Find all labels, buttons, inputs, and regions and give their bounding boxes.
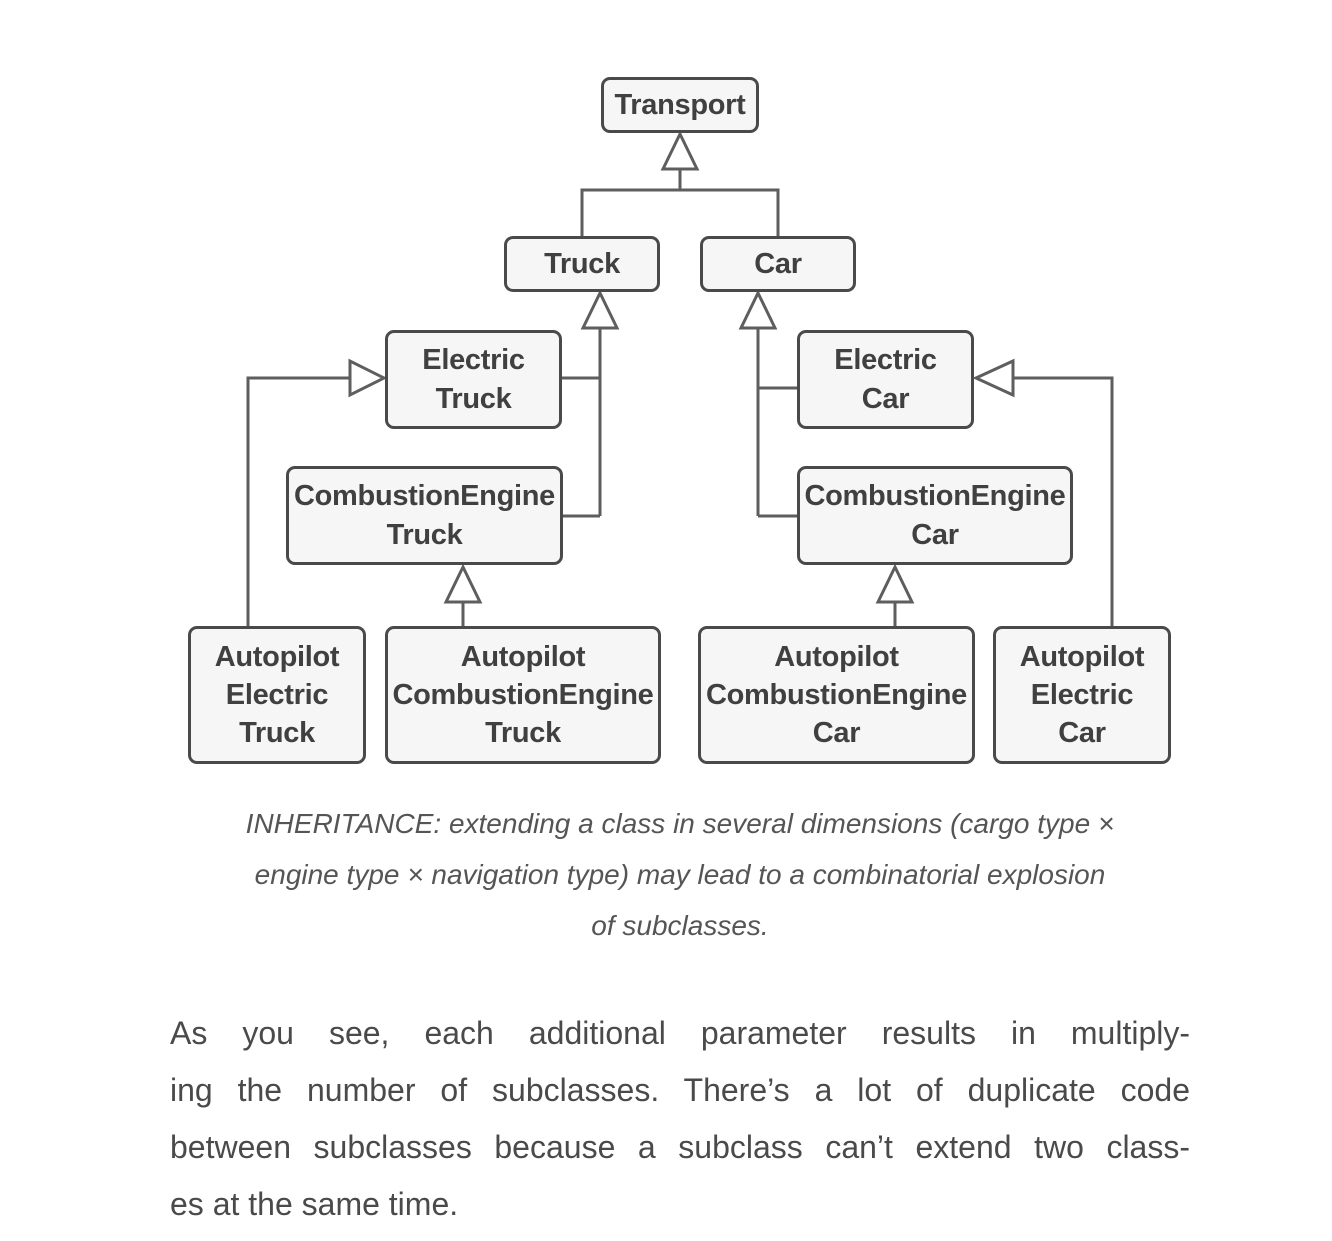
body-text-line: es at the same time. bbox=[170, 1186, 459, 1222]
class-box-truck bbox=[504, 236, 660, 292]
class-box-combustion-engine-truck bbox=[286, 466, 563, 565]
class-box-autopilot-combustion-engine-truck bbox=[385, 626, 661, 764]
class-name-line: Car bbox=[1058, 717, 1106, 750]
class-box-electric-car bbox=[797, 330, 974, 429]
figure-caption-line: INHERITANCE: extending a class in several dimensions (cargo type × bbox=[245, 808, 1115, 839]
class-box-autopilot-electric-truck bbox=[188, 626, 366, 764]
class-box-electric-truck bbox=[385, 330, 562, 429]
class-box-autopilot-electric-car bbox=[993, 626, 1171, 764]
class-name-line: Electric bbox=[1030, 678, 1134, 711]
class-name: Truck bbox=[544, 247, 620, 280]
connector-autopilot-combustion-truck bbox=[446, 567, 480, 626]
class-name-line: Truck bbox=[485, 717, 561, 750]
inheritance-arrowhead-right-icon bbox=[350, 361, 384, 395]
inheritance-arrowhead-up-icon bbox=[663, 134, 697, 169]
class-name-line: Car bbox=[812, 717, 861, 750]
body-paragraph bbox=[170, 1005, 1190, 1233]
class-name-line: CombustionEngine bbox=[705, 678, 967, 711]
class-name-line: Electric bbox=[225, 678, 329, 711]
inheritance-arrowhead-left-icon bbox=[976, 361, 1013, 395]
class-name-line: CombustionEngine bbox=[392, 678, 654, 711]
class-box-combustion-engine-car bbox=[797, 466, 1073, 565]
class-name-line: Truck bbox=[435, 382, 512, 415]
connector-line bbox=[562, 328, 600, 516]
class-name-line: Autopilot bbox=[460, 640, 586, 673]
class-name-line: Truck bbox=[239, 717, 315, 750]
class-name-line: Autopilot bbox=[774, 640, 899, 673]
connector-line bbox=[582, 169, 778, 236]
class-name-line: Car bbox=[861, 382, 910, 415]
class-name-line: Electric bbox=[834, 344, 937, 377]
connector-truck-children bbox=[562, 293, 617, 516]
inheritance-arrowhead-up-icon bbox=[583, 293, 617, 328]
class-box-car bbox=[700, 236, 856, 292]
class-name-line: CombustionEngine bbox=[293, 480, 555, 513]
body-text-line: As you see, each additional parameter results in multiply- bbox=[170, 1015, 1190, 1051]
connector-line bbox=[758, 328, 797, 516]
class-box-autopilot-combustion-engine-car bbox=[698, 626, 975, 764]
class-name: Car bbox=[754, 247, 802, 280]
class-name-line: CombustionEngine bbox=[804, 480, 1066, 513]
class-name-line: Car bbox=[911, 518, 959, 551]
class-box-transport bbox=[601, 77, 759, 133]
class-name: Transport bbox=[614, 88, 746, 121]
class-name-line: Autopilot bbox=[1019, 640, 1145, 673]
class-name-line: Autopilot bbox=[214, 640, 340, 673]
figure-caption-line: of subclasses. bbox=[591, 910, 769, 941]
body-text-line: between subclasses because a subclass can’t extend two class- bbox=[170, 1129, 1190, 1165]
inheritance-arrowhead-up-icon bbox=[878, 567, 912, 602]
figure-caption-line: engine type × navigation type) may lead to a combinatorial explosion bbox=[254, 859, 1106, 890]
inheritance-arrowhead-up-icon bbox=[446, 567, 480, 602]
class-name-line: Electric bbox=[422, 344, 525, 377]
figure-caption bbox=[170, 798, 1190, 951]
class-name-line: Truck bbox=[386, 518, 463, 551]
connector-transport-children bbox=[582, 134, 778, 236]
connector-car-children bbox=[741, 293, 797, 516]
connector-autopilot-combustion-car bbox=[878, 567, 912, 626]
body-text-line: ing the number of subclasses. There’s a lot of duplicate code bbox=[170, 1072, 1190, 1108]
inheritance-arrowhead-up-icon bbox=[741, 293, 775, 328]
